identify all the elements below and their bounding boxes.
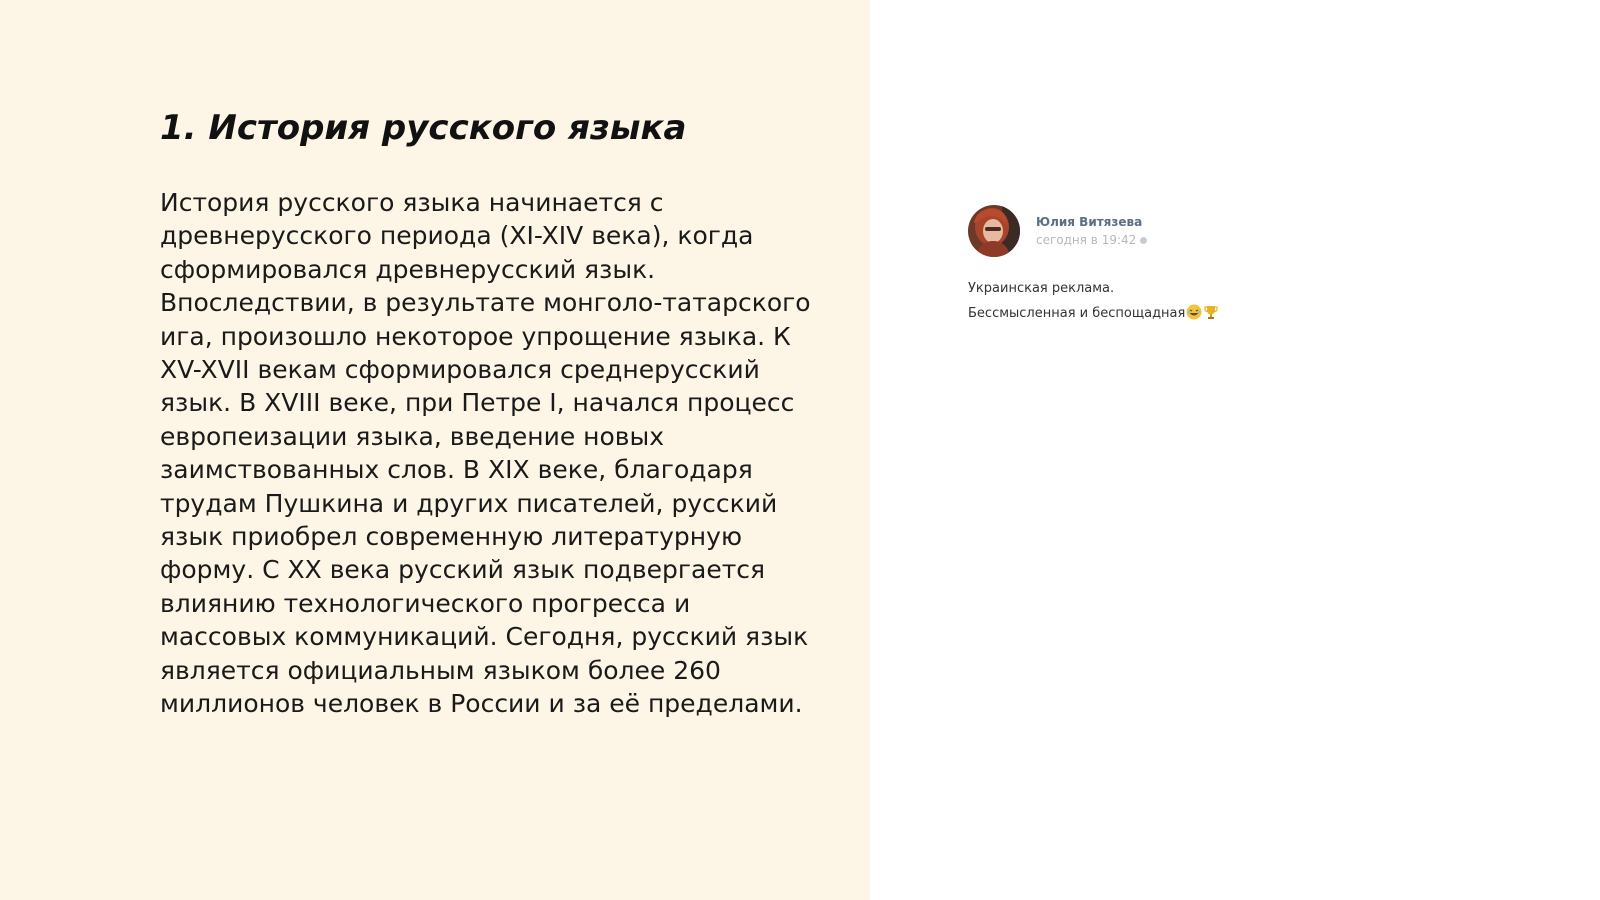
- slide-image-panel: [870, 0, 1600, 900]
- body-line: сформировался древнерусский язык.: [160, 254, 656, 284]
- avatar[interactable]: [968, 205, 1020, 257]
- body-line: влиянию технологического прогресса и: [160, 588, 691, 618]
- post-author-name[interactable]: Юлия Витязева: [1036, 215, 1143, 229]
- post-time-text: сегодня в 19:42: [1036, 233, 1137, 247]
- body-line: трудам Пушкина и других писателей, русский: [160, 488, 778, 518]
- body-line: является официальным языком более 260: [160, 655, 721, 685]
- slide-body-text: [160, 186, 840, 721]
- body-line: ига, произошло некоторое упрощение языка. К: [160, 321, 791, 351]
- body-line: язык приобрел современную литературную: [160, 522, 742, 552]
- body-line: язык. В XVIII веке, при Петре I, начался процесс: [160, 388, 795, 418]
- slide-title: 1. История русского языка: [160, 108, 687, 148]
- body-line: миллионов человек в России и за её пределами.: [160, 689, 803, 719]
- post-text-line-2: [968, 304, 1219, 324]
- laughing-face-icon: [1186, 304, 1202, 324]
- post-timestamp[interactable]: [1036, 233, 1147, 247]
- avatar-image: [968, 205, 1020, 257]
- post-text-line-2-text: Бессмысленная и беспощадная: [968, 306, 1186, 321]
- body-line: массовых коммуникаций. Сегодня, русский язык: [160, 622, 809, 652]
- trophy-icon: [1203, 304, 1219, 324]
- body-line: XV-XVII векам сформировался среднерусский: [160, 355, 760, 385]
- post-text-line-1: Украинская реклама.: [968, 281, 1115, 296]
- body-line: европеизации языка, введение новых: [160, 421, 665, 451]
- audience-icon: [1140, 237, 1147, 244]
- body-line: заимствованных слов. В XIX веке, благодаря: [160, 455, 753, 485]
- body-line: форму. С XX века русский язык подвергается: [160, 555, 766, 585]
- body-line: История русского языка начинается с: [160, 188, 664, 217]
- body-line: древнерусского периода (XI-XIV века), когда: [160, 221, 754, 251]
- body-line: Впоследствии, в результате монголо-татарского: [160, 288, 811, 318]
